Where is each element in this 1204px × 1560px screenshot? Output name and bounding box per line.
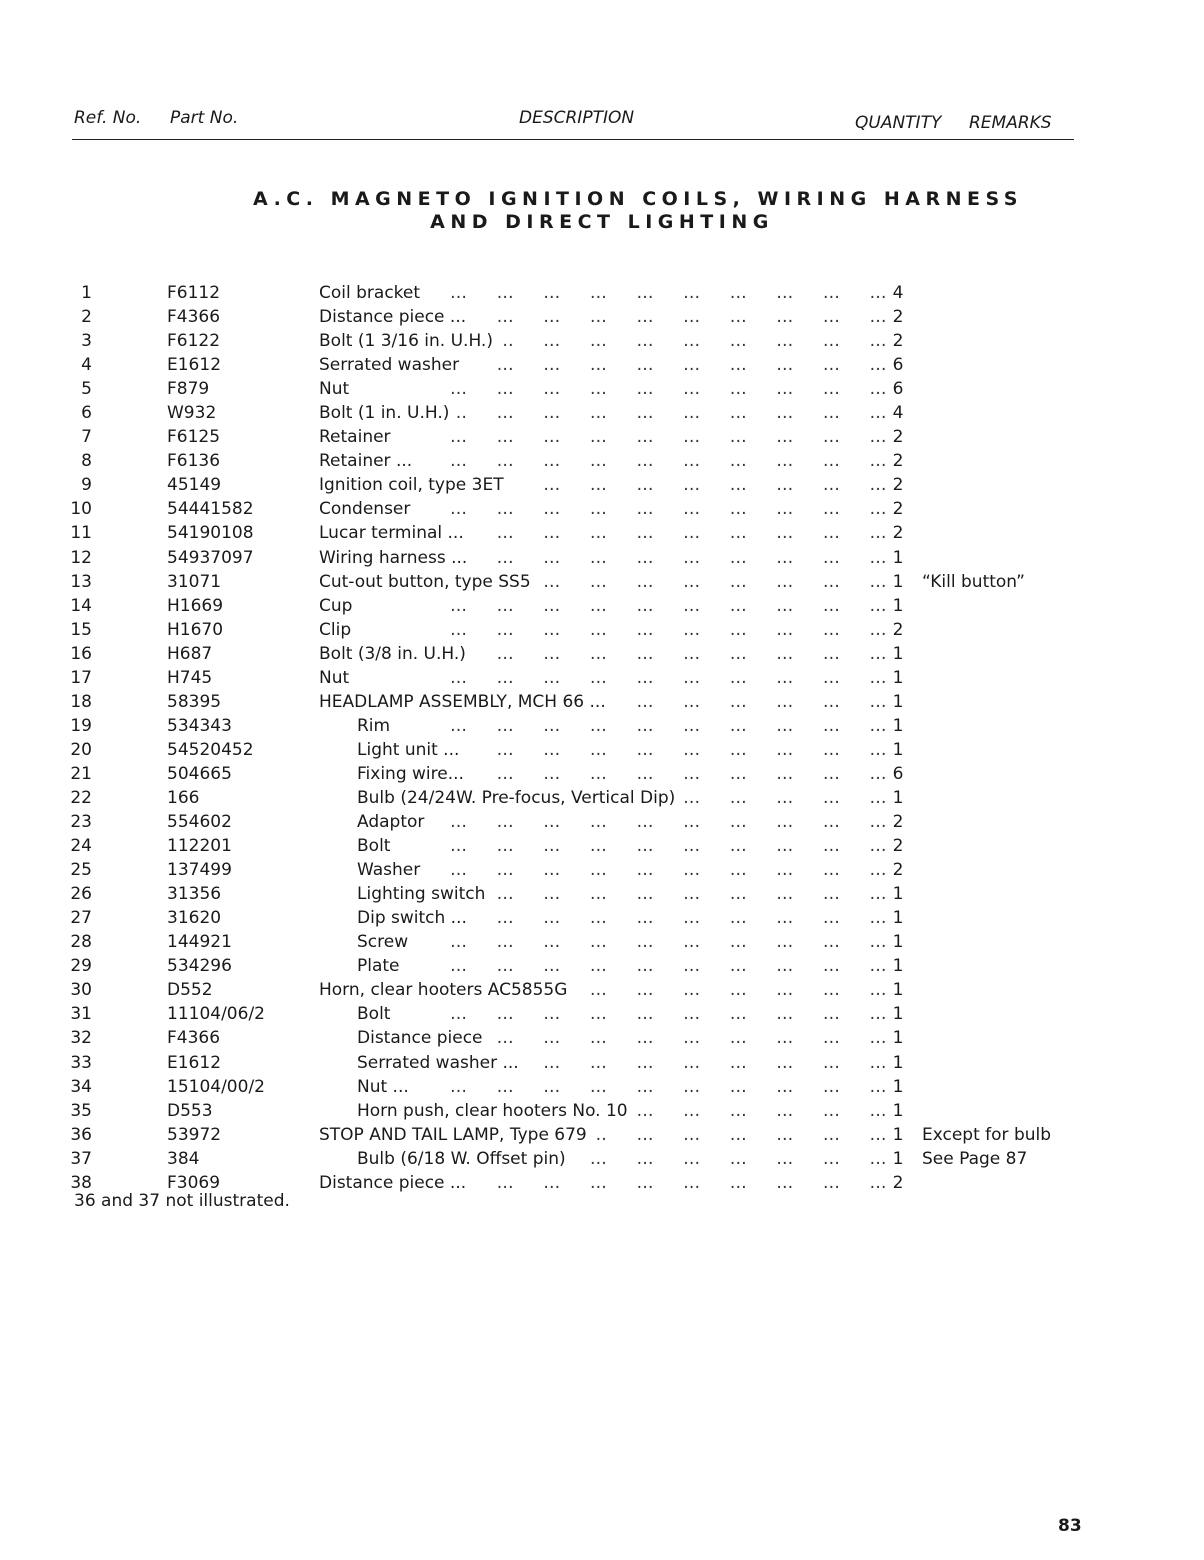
header-part-no: Part No. xyxy=(170,108,239,128)
leader-dots xyxy=(450,305,886,329)
description-cell: Dip switch ... xyxy=(357,906,475,930)
ref-cell: 15 xyxy=(70,619,92,640)
table-row xyxy=(0,978,1204,1002)
part-no-cell: W932 xyxy=(167,403,217,424)
ref-cell: 4 xyxy=(81,355,92,376)
description-cell: Plate xyxy=(357,954,408,978)
ref-cell: 13 xyxy=(70,571,92,592)
description-cell: Serrated washer xyxy=(319,353,467,377)
description-cell: Distance piece ... xyxy=(319,305,474,329)
table-row xyxy=(0,906,1204,930)
leader-dots xyxy=(450,1026,886,1050)
ref-cell: 14 xyxy=(70,595,92,616)
table-row xyxy=(0,666,1204,690)
description-cell: Clip xyxy=(319,618,359,642)
quantity-cell: 4 xyxy=(892,403,904,424)
leader-dots xyxy=(450,521,886,545)
quantity-cell: 1 xyxy=(892,739,904,760)
ref-cell: 17 xyxy=(70,667,92,688)
ref-cell: 19 xyxy=(70,715,92,736)
ref-cell: 16 xyxy=(70,643,92,664)
leader-dots xyxy=(450,906,886,930)
leader-dots xyxy=(450,714,886,738)
section-title-line-1: A.C. MAGNETO IGNITION COILS, WIRING HARNESS xyxy=(253,188,1023,210)
table-row xyxy=(0,1075,1204,1099)
quantity-cell: 2 xyxy=(892,1172,904,1193)
part-no-cell: E1612 xyxy=(167,355,222,376)
part-no-cell: 11104/06/2 xyxy=(167,1004,265,1025)
table-row xyxy=(0,521,1204,545)
quantity-cell: 1 xyxy=(892,667,904,688)
part-no-cell: D553 xyxy=(167,1100,213,1121)
quantity-cell: 1 xyxy=(892,547,904,568)
part-no-cell: F4366 xyxy=(167,1028,221,1049)
description-cell: Fixing wire... xyxy=(357,762,472,786)
part-no-cell: F6112 xyxy=(167,283,221,303)
description-cell: Distance piece xyxy=(357,1026,491,1050)
description-cell: Horn, clear hooters AC5855G xyxy=(319,978,575,1002)
header-description: DESCRIPTION xyxy=(519,108,635,128)
quantity-cell: 6 xyxy=(892,379,904,400)
leader-dots xyxy=(450,473,886,497)
part-no-cell: 166 xyxy=(167,787,200,808)
leader-dots xyxy=(450,858,886,882)
quantity-cell: 1 xyxy=(892,643,904,664)
ref-cell: 35 xyxy=(70,1100,92,1121)
description-cell: Light unit ... xyxy=(357,738,467,762)
leader-dots xyxy=(450,954,886,978)
description-cell: Retainer ... xyxy=(319,449,420,473)
parts-list xyxy=(0,281,1204,1195)
ref-cell: 27 xyxy=(70,908,92,929)
table-row xyxy=(0,305,1204,329)
leader-dots xyxy=(450,594,886,618)
section-title-line-2: AND DIRECT LIGHTING xyxy=(430,211,774,233)
description-cell: Bolt xyxy=(357,834,398,858)
quantity-cell: 2 xyxy=(892,836,904,857)
header-remarks: REMARKS xyxy=(969,113,1052,133)
description-cell: Nut xyxy=(319,666,357,690)
footnote: 36 and 37 not illustrated. xyxy=(74,1191,290,1211)
table-row xyxy=(0,810,1204,834)
part-no-cell: 54520452 xyxy=(167,739,254,760)
description-cell: Bolt xyxy=(357,1002,398,1026)
quantity-cell: 2 xyxy=(892,451,904,472)
description-cell: Distance piece ... xyxy=(319,1171,474,1195)
ref-cell: 12 xyxy=(70,547,92,568)
quantity-cell: 1 xyxy=(892,1004,904,1025)
quantity-cell: 4 xyxy=(892,283,904,303)
table-row xyxy=(0,834,1204,858)
part-no-cell: 384 xyxy=(167,1148,200,1169)
part-no-cell: 137499 xyxy=(167,860,232,881)
ref-cell: 31 xyxy=(70,1004,92,1025)
table-row xyxy=(0,738,1204,762)
part-no-cell: 31356 xyxy=(167,884,222,905)
leader-dots xyxy=(450,401,886,425)
description-cell: Rim xyxy=(357,714,398,738)
leader-dots xyxy=(450,1171,886,1195)
description-cell: Adaptor xyxy=(357,810,432,834)
header-divider xyxy=(72,139,1074,140)
part-no-cell: H745 xyxy=(167,667,213,688)
table-row xyxy=(0,1051,1204,1075)
table-row xyxy=(0,642,1204,666)
part-no-cell: 53972 xyxy=(167,1124,222,1145)
part-no-cell: 54190108 xyxy=(167,523,254,544)
table-row xyxy=(0,690,1204,714)
description-cell: Bulb (6/18 W. Offset pin) xyxy=(357,1147,574,1171)
quantity-cell: 1 xyxy=(892,980,904,1001)
description-cell: STOP AND TAIL LAMP, Type 679 xyxy=(319,1123,595,1147)
ref-cell: 21 xyxy=(70,763,92,784)
table-row xyxy=(0,786,1204,810)
description-cell: Screw xyxy=(357,930,416,954)
ref-cell: 28 xyxy=(70,932,92,953)
quantity-cell: 1 xyxy=(892,787,904,808)
ref-cell: 32 xyxy=(70,1028,92,1049)
part-no-cell: 144921 xyxy=(167,932,232,953)
description-cell: Coil bracket xyxy=(319,281,428,305)
ref-cell: 11 xyxy=(70,523,92,544)
quantity-cell: 2 xyxy=(892,307,904,328)
table-row xyxy=(0,1026,1204,1050)
description-cell: Bulb (24/24W. Pre-focus, Vertical Dip) xyxy=(357,786,683,810)
part-no-cell: H1669 xyxy=(167,595,224,616)
table-row xyxy=(0,618,1204,642)
quantity-cell: 2 xyxy=(892,860,904,881)
ref-cell: 7 xyxy=(81,427,92,448)
ref-cell: 25 xyxy=(70,860,92,881)
quantity-cell: 2 xyxy=(892,619,904,640)
quantity-cell: 2 xyxy=(892,427,904,448)
ref-cell: 9 xyxy=(81,475,92,496)
table-row xyxy=(0,546,1204,570)
table-row xyxy=(0,858,1204,882)
page-number: 83 xyxy=(1058,1516,1082,1536)
leader-dots xyxy=(450,329,886,353)
quantity-cell: 1 xyxy=(892,884,904,905)
table-row xyxy=(0,497,1204,521)
ref-cell: 34 xyxy=(70,1076,92,1097)
description-cell: Bolt (1 in. U.H.) xyxy=(319,401,457,425)
table-row xyxy=(0,1147,1204,1171)
part-no-cell: 58395 xyxy=(167,691,222,712)
part-no-cell: 504665 xyxy=(167,763,232,784)
table-row xyxy=(0,1099,1204,1123)
leader-dots xyxy=(450,930,886,954)
part-no-cell: F879 xyxy=(167,379,210,400)
table-row xyxy=(0,425,1204,449)
quantity-cell: 1 xyxy=(892,1148,904,1169)
remarks-cell: “Kill button” xyxy=(922,571,1025,592)
leader-dots xyxy=(450,882,886,906)
description-cell: Cup xyxy=(319,594,360,618)
description-cell: Serrated washer ... xyxy=(357,1051,527,1075)
ref-cell: 2 xyxy=(81,307,92,328)
description-cell: Horn push, clear hooters No. 10 xyxy=(357,1099,636,1123)
table-row xyxy=(0,281,1204,305)
part-no-cell: 54937097 xyxy=(167,547,254,568)
description-cell: Washer xyxy=(357,858,428,882)
quantity-cell: 1 xyxy=(892,1124,904,1145)
leader-dots xyxy=(450,642,886,666)
description-cell: Bolt (1 3/16 in. U.H.) xyxy=(319,329,501,353)
ref-cell: 38 xyxy=(70,1172,92,1193)
table-row xyxy=(0,594,1204,618)
ref-cell: 26 xyxy=(70,884,92,905)
ref-cell: 30 xyxy=(70,980,92,1001)
quantity-cell: 1 xyxy=(892,1100,904,1121)
ref-cell: 20 xyxy=(70,739,92,760)
part-no-cell: 31620 xyxy=(167,908,222,929)
table-row xyxy=(0,377,1204,401)
ref-cell: 8 xyxy=(81,451,92,472)
quantity-cell: 1 xyxy=(892,908,904,929)
ref-cell: 10 xyxy=(70,499,92,520)
ref-cell: 37 xyxy=(70,1148,92,1169)
table-row xyxy=(0,473,1204,497)
table-row xyxy=(0,449,1204,473)
part-no-cell: 554602 xyxy=(167,812,232,833)
description-cell: Retainer xyxy=(319,425,399,449)
table-row xyxy=(0,882,1204,906)
leader-dots xyxy=(450,353,886,377)
leader-dots xyxy=(450,425,886,449)
leader-dots xyxy=(450,449,886,473)
leader-dots xyxy=(450,618,886,642)
quantity-cell: 1 xyxy=(892,691,904,712)
quantity-cell: 2 xyxy=(892,523,904,544)
remarks-cell: Except for bulb xyxy=(922,1124,1052,1145)
description-cell: Nut ... xyxy=(357,1075,417,1099)
remarks-cell: See Page 87 xyxy=(922,1148,1028,1169)
table-row xyxy=(0,401,1204,425)
ref-cell: 29 xyxy=(70,956,92,977)
part-no-cell: H687 xyxy=(167,643,213,664)
part-no-cell: F6136 xyxy=(167,451,221,472)
description-cell: Ignition coil, type 3ET xyxy=(319,473,512,497)
table-row xyxy=(0,329,1204,353)
description-cell: Wiring harness ... xyxy=(319,546,475,570)
ref-cell: 5 xyxy=(81,379,92,400)
leader-dots xyxy=(450,810,886,834)
leader-dots xyxy=(450,1075,886,1099)
ref-cell: 1 xyxy=(81,283,92,303)
table-row xyxy=(0,930,1204,954)
ref-cell: 3 xyxy=(81,331,92,352)
part-no-cell: 112201 xyxy=(167,836,232,857)
part-no-cell: D552 xyxy=(167,980,213,1001)
part-no-cell: E1612 xyxy=(167,1052,222,1073)
quantity-cell: 6 xyxy=(892,763,904,784)
ref-cell: 33 xyxy=(70,1052,92,1073)
ref-cell: 23 xyxy=(70,812,92,833)
part-no-cell: 45149 xyxy=(167,475,222,496)
quantity-cell: 6 xyxy=(892,355,904,376)
quantity-cell: 1 xyxy=(892,595,904,616)
description-cell: Lucar terminal ... xyxy=(319,521,472,545)
description-cell: Nut xyxy=(319,377,357,401)
leader-dots xyxy=(450,666,886,690)
ref-cell: 6 xyxy=(81,403,92,424)
part-no-cell: 54441582 xyxy=(167,499,254,520)
leader-dots xyxy=(450,377,886,401)
description-cell: Lighting switch xyxy=(357,882,493,906)
leader-dots xyxy=(450,762,886,786)
leader-dots xyxy=(450,834,886,858)
leader-dots xyxy=(450,1002,886,1026)
quantity-cell: 1 xyxy=(892,1076,904,1097)
quantity-cell: 2 xyxy=(892,812,904,833)
part-no-cell: F6125 xyxy=(167,427,221,448)
table-row xyxy=(0,570,1204,594)
header-ref-no: Ref. No. xyxy=(74,108,142,128)
leader-dots xyxy=(450,546,886,570)
header-quantity: QUANTITY xyxy=(855,113,942,133)
part-no-cell: 15104/00/2 xyxy=(167,1076,265,1097)
description-cell: HEADLAMP ASSEMBLY, MCH 66 ... xyxy=(319,690,614,714)
ref-cell: 36 xyxy=(70,1124,92,1145)
quantity-cell: 1 xyxy=(892,571,904,592)
part-no-cell: F4366 xyxy=(167,307,221,328)
part-no-cell: 534296 xyxy=(167,956,232,977)
quantity-cell: 1 xyxy=(892,1052,904,1073)
table-row xyxy=(0,954,1204,978)
part-no-cell: F3069 xyxy=(167,1172,221,1193)
part-no-cell: 534343 xyxy=(167,715,232,736)
ref-cell: 24 xyxy=(70,836,92,857)
table-row xyxy=(0,714,1204,738)
table-row xyxy=(0,1123,1204,1147)
quantity-cell: 2 xyxy=(892,331,904,352)
leader-dots xyxy=(450,497,886,521)
table-row xyxy=(0,762,1204,786)
table-row xyxy=(0,353,1204,377)
leader-dots xyxy=(450,281,886,305)
quantity-cell: 1 xyxy=(892,932,904,953)
quantity-cell: 2 xyxy=(892,475,904,496)
description-cell: Cut-out button, type SS5 xyxy=(319,570,539,594)
part-no-cell: 31071 xyxy=(167,571,222,592)
quantity-cell: 1 xyxy=(892,1028,904,1049)
part-no-cell: H1670 xyxy=(167,619,224,640)
part-no-cell: F6122 xyxy=(167,331,221,352)
quantity-cell: 2 xyxy=(892,499,904,520)
description-cell: Bolt (3/8 in. U.H.) xyxy=(319,642,474,666)
table-row xyxy=(0,1002,1204,1026)
ref-cell: 22 xyxy=(70,787,92,808)
description-cell: Condenser xyxy=(319,497,418,521)
quantity-cell: 1 xyxy=(892,956,904,977)
ref-cell: 18 xyxy=(70,691,92,712)
quantity-cell: 1 xyxy=(892,715,904,736)
leader-dots xyxy=(450,738,886,762)
